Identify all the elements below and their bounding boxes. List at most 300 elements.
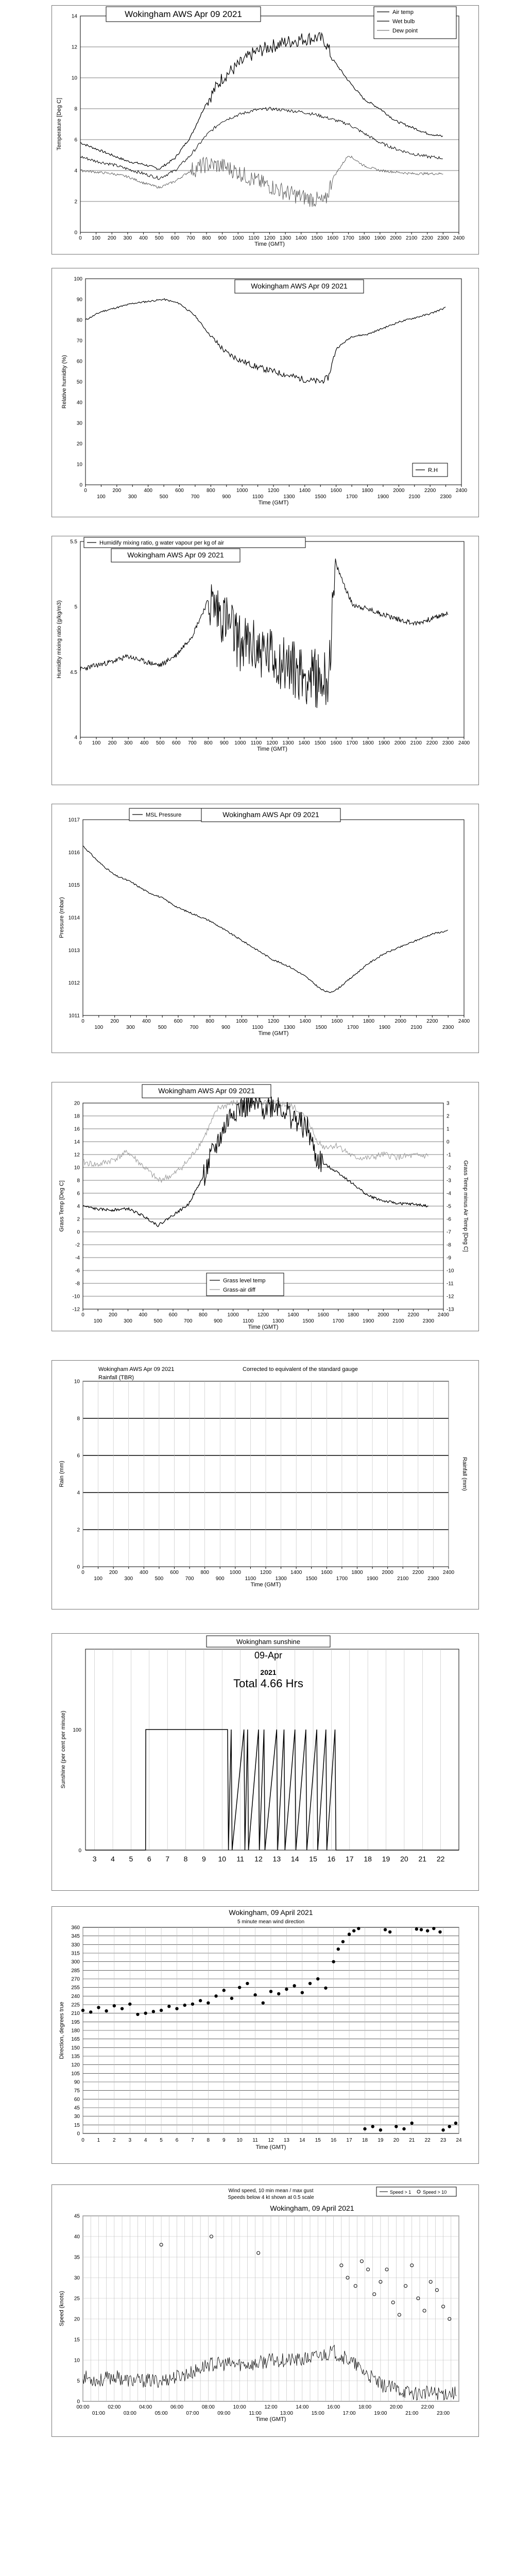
x-tick-label: 12	[254, 1855, 263, 1863]
x-tick-label: 1	[97, 2138, 100, 2143]
y-tick-label: 6	[77, 1453, 80, 1459]
x-tick-label: 500	[158, 1025, 167, 1030]
y-tick-label: 210	[71, 2011, 80, 2017]
x-tick-label: 600	[168, 1312, 178, 1318]
x-tick-label: 1100	[243, 1318, 254, 1324]
gust-point	[360, 2260, 363, 2263]
y2-axis-label: Rainfall (mm)	[461, 1457, 468, 1491]
y-tick-label: 150	[71, 2045, 80, 2051]
wind-direction-point	[246, 1982, 249, 1985]
x-tick-label: 500	[159, 494, 168, 500]
y-axis-label: Sunshine (per cent per minute)	[60, 1710, 66, 1789]
x-tick-label: 2100	[410, 740, 422, 746]
wind-direction-point	[324, 1987, 327, 1990]
y-tick-label: 20	[76, 441, 82, 447]
y-tick-label: 1011	[68, 1013, 80, 1019]
legend-label: Air temp	[392, 9, 414, 15]
x-tick-label: 1800	[347, 1312, 359, 1318]
x-tick-label: 200	[112, 488, 122, 494]
x-tick-label: 1900	[379, 1025, 390, 1030]
mixing-ratio-chart	[52, 536, 478, 785]
x-tick-label: 1300	[272, 1318, 284, 1324]
air-temp-line	[80, 32, 443, 170]
x-tick-label: 1100	[248, 235, 260, 241]
x-tick-label: 600	[170, 1570, 179, 1575]
x-tick-label: 20	[400, 1855, 408, 1863]
y-tick-label: 300	[71, 1959, 80, 1965]
x-tick-label: 1000	[227, 1312, 239, 1318]
wind-direction-point	[410, 2122, 414, 2125]
x-tick-label: 3	[128, 2138, 132, 2143]
y-tick-label: 4.5	[70, 669, 77, 675]
wind-direction-point	[394, 2125, 398, 2128]
x-tick-label: 0	[79, 235, 82, 241]
x-tick-label: 1100	[252, 494, 264, 500]
x-tick-label: 1400	[295, 235, 307, 241]
y2-tick-label: 0	[447, 1139, 450, 1145]
x-tick-label: 700	[191, 494, 200, 500]
y-tick-label: 8	[77, 1416, 80, 1422]
y-tick-label: 315	[71, 1951, 80, 1957]
x-tick-label: 1500	[315, 1025, 327, 1030]
x-tick-label: 1000	[229, 1570, 241, 1575]
x-tick-label: 0	[84, 488, 87, 494]
x-tick-label: 300	[128, 494, 137, 500]
wind-direction-point	[253, 1993, 256, 1996]
wind-direction-point	[277, 1992, 280, 1995]
y-tick-label: -6	[75, 1268, 80, 1274]
x-tick-label: 1700	[332, 1318, 344, 1324]
wind-direction-point	[144, 2011, 147, 2014]
x-tick-label: 15:00	[311, 2411, 324, 2416]
x-tick-label: 06:00	[170, 2404, 184, 2410]
x-tick-label: 21	[418, 1855, 427, 1863]
x-tick-label: 2400	[442, 1570, 455, 1575]
y-tick-label: 1012	[68, 980, 80, 987]
x-tick-label: 16	[331, 2138, 337, 2143]
x-tick-label: 11:00	[249, 2411, 262, 2416]
x-tick-label: 1900	[377, 494, 389, 500]
gust-point	[429, 2280, 432, 2283]
wind-direction-point	[371, 2125, 374, 2128]
x-tick-label: 7	[165, 1855, 170, 1863]
x-tick-label: 300	[124, 1576, 133, 1582]
x-tick-label: 6	[147, 1855, 151, 1863]
pressure-chart	[52, 804, 478, 1053]
wind-direction-point	[105, 2009, 108, 2012]
x-tick-label: 2000	[377, 1312, 389, 1318]
y2-tick-label: 2	[447, 1113, 450, 1120]
x-tick-label: 04:00	[139, 2404, 152, 2410]
dew-point-line	[80, 156, 443, 207]
chart-year: 2021	[260, 1668, 277, 1676]
x-tick-label: 600	[170, 235, 180, 241]
chart-title: Wokingham sunshine	[236, 1638, 301, 1646]
x-tick-label: 1000	[232, 235, 244, 241]
x-tick-label: 2200	[426, 740, 438, 746]
y-tick-label: 8	[74, 106, 77, 112]
x-tick-label: 800	[198, 1312, 208, 1318]
x-tick-label: 600	[174, 1019, 183, 1024]
y-tick-label: 4	[74, 168, 77, 174]
y-tick-label: 12	[74, 1152, 80, 1158]
chart-note: Corrected to equivalent of the standard gauge	[243, 1366, 358, 1372]
y2-tick-label: -4	[447, 1191, 451, 1197]
x-tick-label: 600	[171, 740, 181, 746]
x-tick-label: 14	[290, 1855, 299, 1863]
wind-direction-point	[332, 1960, 335, 1963]
x-tick-label: 700	[186, 235, 195, 241]
x-tick-label: 0	[79, 740, 82, 746]
grass-temp-chart	[52, 1082, 478, 1331]
wind-direction-point	[348, 1933, 351, 1936]
x-tick-label: 13	[272, 1855, 281, 1863]
wind-direction-point	[448, 2125, 451, 2128]
wind-direction-point	[207, 2001, 210, 2004]
y2-tick-label: 3	[447, 1100, 450, 1107]
x-tick-label: 2300	[437, 235, 449, 241]
x-tick-label: 400	[139, 235, 148, 241]
x-tick-label: 1800	[363, 1019, 375, 1024]
x-tick-label: 2300	[440, 494, 452, 500]
y-axis-label: Grass Temp [Deg C]	[59, 1180, 65, 1232]
y2-tick-label: 1	[447, 1126, 450, 1132]
wind-direction-point	[199, 1999, 202, 2002]
x-tick-label: 2300	[422, 1318, 434, 1324]
y2-tick-label: -2	[447, 1165, 451, 1171]
wind-direction-point	[379, 2128, 382, 2131]
y-tick-label: 165	[71, 2037, 80, 2043]
x-tick-label: 24	[456, 2138, 462, 2143]
pressure-chart-panel	[52, 804, 479, 1053]
x-tick-label: 2000	[393, 488, 405, 494]
chart-title: Wokingham, 09 April 2021	[229, 1908, 313, 1917]
y-tick-label: 2	[77, 1527, 80, 1533]
chart-title: Wokingham, 09 April 2021	[270, 2204, 354, 2212]
humidity-chart	[52, 268, 478, 517]
x-tick-label: 0	[81, 1312, 84, 1318]
x-tick-label: 2200	[424, 488, 436, 494]
wind-direction-point	[384, 1928, 387, 1931]
x-tick-label: 02:00	[108, 2404, 121, 2410]
y-tick-label: 1017	[68, 817, 80, 823]
rh-line	[85, 299, 445, 383]
x-axis-label: Time (GMT)	[257, 746, 287, 752]
x-tick-label: 1900	[363, 1318, 374, 1324]
grass-level-temp-line	[83, 1094, 428, 1227]
wind-direction-point	[402, 2127, 405, 2130]
x-tick-label: 1800	[362, 740, 374, 746]
y-tick-label: 2	[77, 1216, 80, 1223]
wind-direction-point	[454, 2122, 457, 2125]
y-tick-label: 90	[76, 297, 82, 303]
x-tick-label: 1400	[299, 1019, 311, 1024]
y-tick-label: -10	[72, 1294, 80, 1300]
x-tick-label: 18	[364, 1855, 372, 1863]
x-tick-label: 1600	[327, 235, 339, 241]
x-tick-label: 15	[309, 1855, 317, 1863]
y-tick-label: 8	[77, 1178, 80, 1184]
legend-label: R.H	[428, 467, 438, 473]
y-axis-label: Relative humidity (%)	[61, 355, 67, 409]
wind-direction-point	[352, 1929, 355, 1932]
chart-title: Wokingham AWS Apr 09 2021	[222, 810, 319, 819]
gust-point	[391, 2301, 394, 2304]
chart-title: Wokingham AWS Apr 09 2021	[251, 282, 348, 290]
wind-direction-point	[426, 1929, 429, 1932]
x-axis-label: Time (GMT)	[258, 1030, 289, 1037]
x-tick-label: 09:00	[217, 2411, 231, 2416]
y-tick-label: 18	[74, 1113, 80, 1120]
x-tick-label: 2400	[437, 1312, 450, 1318]
y-tick-label: 40	[76, 400, 82, 406]
wind-direction-point	[113, 2004, 116, 2007]
legend-label: Wet bulb	[392, 19, 415, 25]
x-tick-label: 15	[315, 2138, 321, 2143]
x-tick-label: 17	[346, 1855, 354, 1863]
wind-direction-point	[175, 2007, 178, 2010]
x-tick-label: 2300	[427, 1576, 439, 1582]
x-tick-label: 1500	[314, 740, 326, 746]
x-tick-label: 1000	[234, 740, 246, 746]
y-tick-label: 0	[77, 2399, 80, 2405]
y-tick-label: 60	[76, 359, 82, 365]
legend-label: Grass-air diff	[223, 1287, 255, 1293]
gust-point	[435, 2289, 438, 2292]
sunshine-chart-panel	[52, 1633, 479, 1891]
legend-label: Speed > 1	[390, 2190, 411, 2195]
x-tick-label: 0	[81, 1570, 84, 1575]
x-tick-label: 100	[93, 1318, 102, 1324]
y2-tick-label: -13	[447, 1307, 454, 1313]
x-tick-label: 100	[94, 1576, 102, 1582]
y-tick-label: 0	[77, 1564, 80, 1570]
x-tick-label: 20	[393, 2138, 399, 2143]
y-tick-label: 15	[74, 2122, 80, 2128]
x-tick-label: 2200	[407, 1312, 419, 1318]
x-tick-label: 300	[123, 235, 132, 241]
legend-label: Dew point	[392, 28, 418, 34]
y-tick-label: 80	[76, 317, 82, 324]
x-tick-label: 16	[327, 1855, 336, 1863]
y2-axis-label: Grass Temp minus Air Temp [Deg C]	[462, 1160, 469, 1252]
wind-direction-chart	[52, 1907, 478, 2163]
x-tick-label: 2200	[426, 1019, 438, 1024]
x-tick-label: 19	[382, 1855, 390, 1863]
sunshine-chart	[52, 1634, 478, 1890]
y-tick-label: -12	[72, 1307, 80, 1313]
x-tick-label: 5	[160, 2138, 163, 2143]
gust-point	[423, 2309, 426, 2312]
wind-direction-point	[167, 2005, 170, 2008]
x-tick-label: 1800	[351, 1570, 363, 1575]
x-tick-label: 21:00	[405, 2411, 419, 2416]
x-tick-label: 2000	[394, 740, 406, 746]
y-tick-label: 45	[74, 2213, 80, 2219]
x-tick-label: 1200	[267, 488, 280, 494]
x-tick-label: 16:00	[327, 2404, 340, 2410]
grass-air-diff-line	[83, 1100, 428, 1182]
wind-direction-chart-panel	[52, 1906, 479, 2164]
x-tick-label: 1700	[342, 235, 354, 241]
x-tick-label: 10	[218, 1855, 227, 1863]
x-tick-label: 18	[362, 2138, 368, 2143]
wind-direction-point	[128, 2003, 131, 2006]
wind-speed-chart-panel	[52, 2184, 479, 2437]
x-tick-label: 300	[124, 1318, 132, 1324]
x-tick-label: 900	[218, 235, 227, 241]
x-tick-label: 1200	[266, 740, 278, 746]
wind-direction-point	[121, 2007, 124, 2010]
y-tick-label: 285	[71, 1968, 80, 1974]
x-tick-label: 1100	[245, 1576, 256, 1582]
x-tick-label: 13:00	[280, 2411, 293, 2416]
x-tick-label: 500	[154, 235, 164, 241]
wind-direction-point	[214, 1994, 217, 1997]
chart-note: Speeds below 4 kt shown at 0.5 scale	[228, 2195, 314, 2200]
x-tick-label: 14:00	[296, 2404, 309, 2410]
legend-label: Humidify mixing ratio, g water vapour per kg of air	[99, 540, 225, 546]
x-tick-label: 0	[81, 2138, 84, 2143]
y-tick-label: 14	[71, 13, 77, 20]
wet-bulb-line	[80, 107, 443, 180]
x-tick-label: 8	[183, 1855, 188, 1863]
y-tick-label: 1013	[68, 947, 80, 954]
y-tick-label: 50	[76, 379, 82, 385]
y-tick-label: -8	[75, 1281, 80, 1287]
y-tick-label: 5.5	[70, 539, 77, 545]
gust-point	[404, 2284, 407, 2287]
rainfall-chart	[52, 1361, 478, 1609]
x-tick-label: 100	[97, 494, 106, 500]
x-tick-label: 2100	[408, 494, 420, 500]
y-tick-label: 6	[77, 1191, 80, 1197]
x-tick-label: 1800	[358, 235, 370, 241]
x-tick-label: 2400	[453, 235, 465, 241]
x-tick-label: 01:00	[92, 2411, 105, 2416]
x-tick-label: 1100	[250, 740, 262, 746]
x-tick-label: 2	[113, 2138, 116, 2143]
x-tick-label: 900	[222, 494, 231, 500]
x-tick-label: 1700	[347, 1025, 359, 1030]
y-tick-label: 30	[74, 2275, 80, 2281]
x-tick-label: 100	[94, 1025, 104, 1030]
x-tick-label: 08:00	[201, 2404, 215, 2410]
x-tick-label: 4	[111, 1855, 115, 1863]
y2-tick-label: -1	[447, 1152, 451, 1158]
chart-title: Wokingham AWS Apr 09 2021	[125, 9, 242, 19]
x-tick-label: 500	[156, 740, 165, 746]
y-tick-label: 255	[71, 1985, 80, 1991]
wind-direction-point	[183, 2004, 186, 2007]
x-tick-label: 11	[252, 2138, 258, 2143]
x-tick-label: 1400	[299, 488, 311, 494]
x-tick-label: 600	[175, 488, 184, 494]
gust-point	[373, 2293, 376, 2296]
x-axis-label: Time (GMT)	[255, 2144, 286, 2150]
x-tick-label: 1900	[374, 235, 386, 241]
gust-point	[257, 2251, 260, 2255]
y-tick-label: 10	[71, 75, 77, 81]
x-tick-label: 2200	[412, 1570, 424, 1575]
x-tick-label: 800	[206, 488, 215, 494]
wind-direction-point	[301, 1991, 304, 1994]
rainfall-chart-panel	[52, 1360, 479, 1609]
y-tick-label: 1015	[68, 883, 80, 889]
y-tick-label: 45	[74, 2105, 80, 2111]
gust-point	[367, 2268, 370, 2271]
x-tick-label: 12	[268, 2138, 274, 2143]
humidity-chart-panel	[52, 268, 479, 517]
x-tick-label: 200	[109, 1570, 118, 1575]
wind-direction-point	[222, 1989, 226, 1992]
x-tick-label: 400	[139, 1570, 148, 1575]
x-tick-label: 14	[299, 2138, 305, 2143]
x-tick-label: 3	[92, 1855, 97, 1863]
wind-direction-point	[238, 1986, 241, 1989]
x-tick-label: 8	[207, 2138, 210, 2143]
y-tick-label: 15	[74, 2337, 80, 2343]
mixing-ratio-line	[80, 558, 448, 708]
y-axis-label: Pressure (mbar)	[59, 897, 65, 938]
x-tick-label: 2100	[397, 1576, 409, 1582]
y-tick-label: 0	[77, 1229, 80, 1235]
wind-direction-point	[388, 1930, 391, 1934]
chart-total: Total 4.66 Hrs	[233, 1677, 303, 1690]
y-tick-label: 70	[76, 338, 82, 344]
chart-title: Wokingham AWS Apr 09 2021	[158, 1087, 255, 1095]
legend-label: Speed > 10	[423, 2190, 447, 2195]
x-tick-label: 1600	[330, 740, 342, 746]
x-tick-label: 2100	[410, 1025, 422, 1030]
x-tick-label: 1200	[260, 1570, 272, 1575]
x-tick-label: 200	[108, 1312, 117, 1318]
x-tick-label: 1300	[280, 235, 291, 241]
y-tick-label: 345	[71, 1934, 80, 1940]
y-tick-label: 5	[74, 604, 77, 611]
x-tick-label: 1200	[267, 1019, 280, 1024]
x-tick-label: 03:00	[123, 2411, 136, 2416]
y-tick-label: 10	[76, 462, 82, 468]
wind-direction-point	[441, 2128, 444, 2131]
chart-subtitle: 5 minute mean wind direction	[237, 1919, 305, 1925]
y-tick-label: 270	[71, 1976, 80, 1982]
y-tick-label: 16	[74, 1126, 80, 1132]
gust-point	[385, 2268, 388, 2271]
y2-tick-label: -10	[447, 1268, 454, 1274]
y-tick-label: 75	[74, 2088, 80, 2094]
y2-tick-label: -3	[447, 1178, 451, 1184]
x-tick-label: 1900	[366, 1576, 379, 1582]
x-tick-label: 200	[110, 1019, 119, 1024]
wind-direction-point	[97, 2006, 100, 2009]
y2-tick-label: -9	[447, 1255, 451, 1261]
gust-point	[354, 2284, 357, 2287]
y-tick-label: 10	[74, 2358, 80, 2364]
x-axis-label: Time (GMT)	[254, 241, 285, 247]
x-tick-label: 900	[221, 1025, 230, 1030]
x-tick-label: 1200	[264, 235, 276, 241]
x-tick-label: 20:00	[389, 2404, 403, 2410]
x-tick-label: 9	[222, 2138, 226, 2143]
x-tick-label: 1900	[378, 740, 390, 746]
x-tick-label: 1300	[283, 494, 295, 500]
x-tick-label: 100	[92, 235, 100, 241]
x-tick-label: 1100	[252, 1025, 263, 1030]
x-axis-label: Time (GMT)	[248, 1324, 279, 1330]
wind-direction-point	[89, 2010, 92, 2013]
legend-label: MSL Pressure	[146, 812, 182, 818]
